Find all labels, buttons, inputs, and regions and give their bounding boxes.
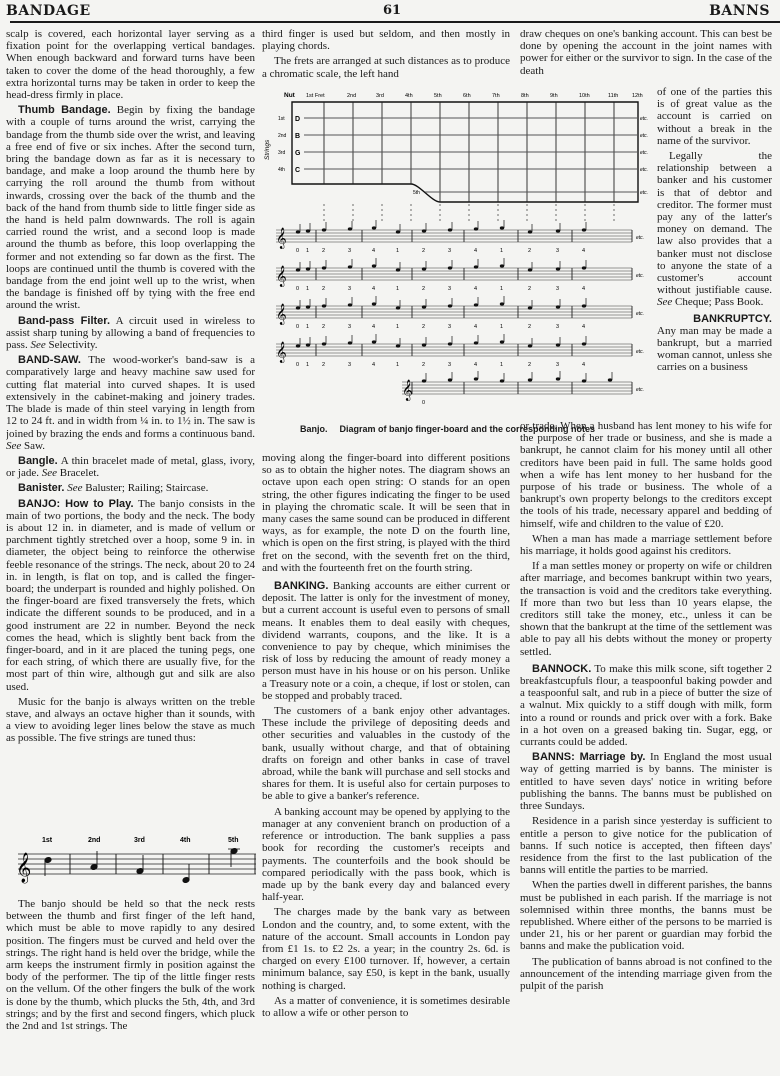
etc-label: etc.: [636, 273, 645, 279]
entry-text: The wood-worker's band-saw is a comparatively large and heavy machine saw used for cutting flat material into curved shapes. It is used extensively in the cabinet-making and joinery trades. The blade is made of thin steel varying in length from 12 to 24 ft. and in width from ¼ in. to 1½ in. The saw is joined by brazing the ends and forms a continuous band.: [6, 354, 255, 440]
note-head: [474, 341, 478, 344]
fingering-number: 3: [556, 248, 560, 254]
treble-clef-icon: 𝄞: [276, 342, 287, 362]
entry-text: Begin by fixing the bandage with a couple of turns around the wrist, carrying the bandage from the thumb side over the wrist, and leaving a free end of five or six inches. After the second turn, bring the bandage down as far as it is necessary to bandage, and make a loop around the thumb here by carrying the roll around the thumb from without inwards, crossing over the back of the thumb and the back of the hand from thumb side to little finger side as the hand is held palm downwards. The roll is again carried round the wrist, and a second loop is made around the thumb as before, this loop overlapping the former and not extending so far down as the first. The loops are continued until the thumb is covered with the bandage from the end joint well up to the wrist, when the bandage is finished off by tying with the free end around the wrist.: [6, 104, 255, 312]
paragraph-bankruptcy: Any man may be made a bankrupt, but a married woman cannot, unless she carries on a business: [657, 324, 772, 374]
note-head: [608, 378, 612, 381]
note-head: [396, 268, 400, 271]
fingering-number: 1: [396, 286, 400, 292]
entry-banking: [262, 580, 510, 702]
fingering-number: 2: [322, 286, 326, 292]
fingering-number: 3: [556, 362, 560, 368]
string-number: 3rd: [278, 150, 286, 156]
column-2-top: [262, 28, 510, 84]
treble-clef-icon: 𝄞: [276, 266, 287, 286]
note-head: [448, 378, 452, 381]
treble-clef-icon: 𝄞: [276, 228, 287, 248]
fret-label: 8th: [521, 93, 529, 99]
fingering-number: 2: [422, 248, 426, 254]
entry-text: To make this milk scone, sift together 2 breakfastcupfuls flour, a teaspoonful baking powder and a teaspoonful salt, and rub in a piece of butter the size of a walnut. Mix quickly to a stiff dough with milk, form into a round or rounds and prick over with a fork. Bake in a hot oven on a greased baking tin. Sugar, egg, or currants could be added.: [520, 662, 772, 749]
fingering-number: 2: [422, 286, 426, 292]
paragraph-draw-cheques: draw cheques on one's banking account. This can best be done by opening the account in the joint names with power for either or the survivor to sign. In the case of the death: [520, 28, 772, 77]
note-head: [500, 264, 504, 267]
tuning-label: 4th: [180, 837, 191, 844]
fingering-number: 3: [448, 248, 452, 254]
headword-banister: Banister.: [18, 482, 65, 495]
header-rule: [10, 21, 780, 23]
etc-label: etc.: [636, 235, 645, 241]
note-head: [372, 264, 376, 267]
fingering-number: 2: [322, 324, 326, 330]
string-note: C: [295, 167, 301, 174]
paragraph-convenience: As a matter of convenience, it is sometimes desirable to allow a wife or other person to: [262, 994, 510, 1019]
string-note: G: [295, 150, 301, 157]
note-head: [322, 228, 326, 231]
fingering-number: 3: [348, 362, 352, 368]
string-number: 1st: [278, 116, 285, 122]
note-head: [474, 377, 478, 380]
note-head: [348, 303, 352, 306]
string-number: 2nd: [278, 133, 287, 139]
etc-label: etc.: [640, 150, 649, 156]
note-head: [582, 266, 586, 269]
note-head: [474, 303, 478, 306]
fingering-number: 2: [528, 248, 532, 254]
see-label: See: [30, 339, 46, 352]
note-head: [474, 265, 478, 268]
paragraph-settles: If a man settles money or property on wife or children after marriage, and becomes bankrupt within two years, the transaction is void and the creditors take everything. If more than two but less than 10 years elapse, the creditors still take the money, etc., unless it can be shown that the bankrupt at the time of the settlement was able to pay all his debts without the money or property settled.: [520, 560, 772, 658]
note-head: [372, 340, 376, 343]
etc-label: etc.: [640, 133, 649, 139]
cross-reference: Baluster; Railing; Staircase.: [85, 482, 209, 495]
note-head: [422, 379, 426, 382]
note-head: [348, 227, 352, 230]
headword-bankruptcy: BANKRUPTCY.: [693, 312, 772, 325]
column-3-bottom: [520, 420, 772, 1074]
headword-banjo: BANJO: How to Play.: [18, 497, 134, 510]
note-head: [582, 304, 586, 307]
string-number: 5th: [413, 190, 420, 196]
note-head: [500, 340, 504, 343]
headword-band-saw: BAND-SAW.: [18, 354, 81, 367]
fret-label: 4th: [405, 93, 413, 99]
note-head: [556, 343, 560, 346]
headword-banns: BANNS: Marriage by.: [532, 751, 646, 764]
note-head: [448, 304, 452, 307]
fingering-number: 0: [296, 248, 300, 254]
note-head: [528, 344, 532, 347]
entry-thumb-bandage: [6, 104, 255, 311]
column-1-continued: [6, 898, 255, 1073]
note-head: [556, 377, 560, 380]
entry-text: Banking accounts are either current or deposit. The latter is only for the investment of money, but a current account is useful even to persons of small means. It enables them to deal easily with cheques, dividend warrants, coupons, and the like. It is a convenience to pay by cheque, which minimises the risk of loss by reducing the amount of ready money a person must have in his house or on his person. Unlike a Treasury note or a coin, a cheque, if lost or stolen, can be stopped and probably traced.: [262, 580, 510, 702]
note-head: [322, 342, 326, 345]
fingering-number: 2: [422, 324, 426, 330]
note-head: [582, 228, 586, 231]
fingering-number: 2: [422, 362, 426, 368]
cross-reference: Selectivity.: [48, 339, 98, 352]
entry-text: The banjo consists in the main of two portions, the body and the neck. The body is about 12 in. in diameter, and is made of vellum or parchment tightly stretched over a hoop, some 9 in. in diameter, the object being to reinforce the otherwise feeble resonance of the strings. The neck, about 20 to 24 in. in length, is flat on top, and is called the finger-board; the underpart is rounded and highly polished. On the finger-board are fixed transversely the frets, which indicate the different sounds to be produced, and in a good instrument are 22 in number. Beyond the neck comes the head, which is slightly bent back from the finger-board, and in it are placed the tuning pegs, one for each string, of which there are usually five, for the most part of thin wire, although gut and silk are also used.: [6, 497, 255, 693]
fingering-number: 3: [348, 248, 352, 254]
fingering-number: 1: [500, 324, 504, 330]
fingering-number: 4: [372, 324, 376, 330]
paragraph-bankruptcy-continued: or trade. When a husband has lent money to his wife for the purpose of her trade or business, and she is made a bankrupt, he cannot claim for his money until all other creditors have been paid in full. The same holds good when a wife has lent money to her husband for the purpose of his trade or business. The whole of a bankrupt's own property belongs to the creditors except the tools of his trade, necessary apparel and bedding of himself, wife and children to the value of £20.: [520, 420, 772, 530]
fingering-number: 2: [528, 324, 532, 330]
paragraph-residence: Residence in a parish since yesterday is sufficient to entitle a person to give notice for the publication of banns. If such notice is accepted, then fifteen days' residence from the first to the last publication of the banns will entitle the parties to be married.: [520, 815, 772, 877]
entry-text: A thin bracelet made of metal, glass, ivory, or jade.: [6, 454, 255, 480]
note-head: [372, 226, 376, 229]
note-head: [500, 302, 504, 305]
paragraph-frets: The frets are arranged at such distances as to produce a chromatic scale, the left hand: [262, 55, 510, 80]
fret-label: 5th: [434, 93, 442, 99]
note-head: [422, 229, 426, 232]
string-number: 4th: [278, 167, 285, 173]
fingering-number: 0: [296, 324, 300, 330]
entry-banister: [6, 482, 255, 494]
string-note: D: [295, 116, 301, 123]
cross-reference: Cheque; Pass Book.: [675, 296, 764, 309]
headword-thumb-bandage: Thumb Bandage.: [18, 104, 111, 117]
headword-band-pass-filter: Band-pass Filter.: [18, 314, 111, 327]
fingering-number: 0: [296, 286, 300, 292]
note-head: [296, 306, 300, 309]
paragraph-legally: [657, 150, 772, 309]
entry-bangle: [6, 455, 255, 479]
note-head: [582, 379, 586, 382]
entry-text: Legally the relationship between a banker and his customer is that of debtor and creditor. The former must pay any of the latter's money on demand. The law also provides that a banker must not disclose to anyone the state of a customer's account without justifiable cause.: [657, 150, 772, 297]
fret-label: 12th: [632, 93, 643, 99]
tuning-label: 5th: [228, 837, 239, 844]
note-head: [296, 344, 300, 347]
fingering-number: 4: [582, 362, 586, 368]
entry-text: In England the most usual way of getting married is by banns. The minister is entitled to have seven days' notice in writing before publishing the banns. The banns must be published on three Sundays.: [520, 751, 772, 813]
note-head: [322, 266, 326, 269]
headword-bannock: BANNOCK.: [532, 662, 592, 675]
note-head: [296, 230, 300, 233]
note-head: [396, 344, 400, 347]
note-head: [306, 343, 310, 346]
fingering-number: 2: [322, 248, 326, 254]
note-head: [556, 267, 560, 270]
fingering-number: 4: [372, 362, 376, 368]
strings-label: Strings: [264, 139, 271, 160]
note-head: [500, 226, 504, 229]
fingering-number: 1: [396, 248, 400, 254]
fingering-number: 4: [474, 324, 478, 330]
banjo-fingerboard-diagram: [262, 88, 652, 420]
entry-banns: [520, 751, 772, 812]
fingering-number: 4: [372, 248, 376, 254]
fingering-number: 1: [396, 324, 400, 330]
note-head: [474, 227, 478, 230]
entry-text: A circuit used in wireless to assist sharp tuning by allowing a band of frequencies to pass.: [6, 314, 255, 352]
running-header: [0, 3, 780, 21]
note-head: [582, 342, 586, 345]
fret-label: 2nd: [347, 93, 357, 99]
fingering-number: 1: [306, 324, 310, 330]
fingering-number: 1: [306, 248, 310, 254]
column-1: [6, 28, 255, 828]
tuning-staff-figure: [8, 832, 256, 894]
note-head: [528, 268, 532, 271]
see-label: See: [6, 439, 22, 452]
tuning-label: 1st: [42, 837, 53, 844]
paragraph-death: of one of the parties this is of great value as the account is carried on without a break in the name of the survivor.: [657, 86, 772, 147]
note-head: [528, 378, 532, 381]
entry-band-pass-filter: [6, 315, 255, 352]
fingering-number: 3: [348, 286, 352, 292]
note-head: [528, 230, 532, 233]
fingering-number: 4: [474, 286, 478, 292]
note-head: [556, 305, 560, 308]
paragraph-settlement: When a man has made a marriage settlement before his marriage, it holds good against his creditors.: [520, 532, 772, 558]
entry-band-saw: [6, 354, 255, 452]
fingering-number: 4: [474, 362, 478, 368]
fingering-number: 1: [500, 248, 504, 254]
fingering-number: 2: [528, 362, 532, 368]
paragraph-opened: A banking account may be opened by applying to the manager at any convenient branch on production of a reference or introduction. The bank supplies a pass book for recording the customer's receipts and payments. The counterfoils and the book should be compared periodically with the pass book, which is made up by the bank every day and balanced every half-year.: [262, 805, 510, 904]
fingering-number: 4: [372, 286, 376, 292]
note-head: [422, 267, 426, 270]
entry-banjo: [6, 498, 255, 693]
fret-label: 11th: [608, 93, 619, 99]
paragraph-moving: moving along the finger-board into different positions so as to obtain the higher notes. The diagram shows an octave upon each open string: O stands for an open string, the other figures indicating the finger to be used in playing the chromatic scale. It will be seen that in many cases the same sound can be produced in different ways, as for example, the note D on the fourth line, which is open on the first string, is played with the third fret on the second, with the seventh fret on the third, and with the fourteenth fret on the fourth string.: [262, 452, 510, 574]
etc-label: etc.: [636, 311, 645, 317]
entry-bankruptcy-head: [657, 313, 772, 325]
fingering-number: 1: [396, 362, 400, 368]
fingering-number: 3: [448, 286, 452, 292]
note-head: [306, 229, 310, 232]
fret-label: 9th: [550, 93, 558, 99]
fret-label: 1st Fret: [306, 93, 325, 99]
note-head: [396, 306, 400, 309]
see-label: See: [41, 467, 57, 480]
fret-label: 10th: [579, 93, 590, 99]
treble-clef-icon: 𝄞: [16, 852, 32, 882]
note-head: [556, 229, 560, 232]
see-label: See: [657, 296, 673, 309]
cross-reference: Bracelet.: [59, 467, 100, 480]
tuning-label: 3rd: [134, 837, 145, 844]
note-head: [422, 343, 426, 346]
note-head: [500, 379, 504, 382]
paragraph-music: Music for the banjo is always written on the treble stave, and always an octave higher than it sounds, with a view to avoiding leger lines below the stave as much as possible. The five strings are tuned thus:: [6, 695, 255, 745]
column-3-narrow: [657, 86, 772, 416]
etc-label: etc.: [640, 167, 649, 173]
string-note: B: [295, 133, 301, 140]
paragraph-charges: The charges made by the bank vary as between London and the country, and, to some extent, with the nature of the account. Small accounts in London pay from £1 1s. to £2 2s. a year; in the country 2s. 6d. is charged on every £100 turnover. If, however, a certain minimum balance, say £50, is kept in the bank, usually nothing is charged.: [262, 906, 510, 992]
fingering-number: 0: [296, 362, 300, 368]
fingering-number: 3: [556, 324, 560, 330]
tuning-label: 2nd: [88, 837, 101, 844]
note-head: [306, 305, 310, 308]
fret-label: 6th: [463, 93, 471, 99]
nut-label: Nut: [284, 92, 295, 99]
fingering-number: 4: [582, 324, 586, 330]
column-2-bottom: [262, 452, 510, 1074]
headword-banking: BANKING.: [274, 580, 329, 593]
note-head: [528, 306, 532, 309]
note-head: [348, 265, 352, 268]
entry-bannock: [520, 663, 772, 748]
treble-clef-icon: 𝄞: [276, 304, 287, 324]
left-guide-word: BANDAGE: [6, 3, 91, 19]
note-head: [322, 304, 326, 307]
fingering-number: 4: [582, 286, 586, 292]
fingering-number: 1: [306, 362, 310, 368]
fingering-number: 1: [500, 286, 504, 292]
etc-label: etc.: [640, 116, 649, 122]
fret-label: 7th: [492, 93, 500, 99]
note-head: [396, 230, 400, 233]
caption-label: Banjo.: [300, 424, 328, 434]
fret-label: 3rd: [376, 93, 384, 99]
etc-label: etc.: [636, 387, 645, 393]
fingering-number: 1: [306, 286, 310, 292]
fingering-number: 4: [474, 248, 478, 254]
fingering-number: 4: [582, 248, 586, 254]
fingering-number: 3: [448, 362, 452, 368]
paragraph-holding: The banjo should be held so that the neck rests between the thumb and first finger of the left hand, which must be able to move rapidly to any desired position. The fingers must be curved and held over the strings. The right hand is held over the bridge, while the arm keeps the instrument firmly in position against the body of the performer. The tip of the little finger rests on the vellum. Of the other fingers the bulk of the work is done by the thumb, which plucks the 5th, 4th, and 3rd strings; and by the first and second fingers, which pluck the 2nd and 1st strings. The: [6, 898, 255, 1033]
treble-clef-icon: 𝄞: [402, 380, 413, 400]
paragraph-abroad: The publication of banns abroad is not confined to the announcement of the intending marriage given from the pulpit of the parish: [520, 955, 772, 992]
note-head: [296, 268, 300, 271]
caption-text: Diagram of banjo finger-board and the corresponding notes: [339, 424, 596, 434]
right-guide-word: BANNS: [709, 3, 770, 19]
paragraph-third-finger: third finger is used but seldom, and then mostly in playing chords.: [262, 28, 510, 53]
note-head: [348, 341, 352, 344]
column-3-top: [520, 28, 772, 84]
note-head: [372, 302, 376, 305]
cross-reference: Saw.: [24, 439, 45, 452]
fingering-number: 3: [556, 286, 560, 292]
fingering-number: 2: [528, 286, 532, 292]
note-head: [448, 342, 452, 345]
fingering-number: 3: [348, 324, 352, 330]
fingering-number: 2: [322, 362, 326, 368]
note-head: [448, 228, 452, 231]
fingering-number: 3: [448, 324, 452, 330]
fingering-number: 1: [500, 362, 504, 368]
paragraph-parishes: When the parties dwell in different parishes, the banns must be published in each parish. If the marriage is not solemnised within three months, the banns must be republished. Where either of the persons to be married is under 21, his or her parent or guardian may forbid the banns and make the publication void.: [520, 879, 772, 953]
headword-bangle: Bangle.: [18, 454, 58, 467]
paragraph-customers: The customers of a bank enjoy other advantages. These include the privilege of depositing deeds and other securities and valuables in the custody of the bank, usually without charge, and that of obtaining drafts on foreign and other banks in case of travel abroad, while the bank will purchase and sell stocks and shares for them. It is useful also for certain purposes to be able to give a banker's reference.: [262, 705, 510, 803]
see-label: See: [67, 482, 83, 495]
note-head: [448, 266, 452, 269]
note-head: [422, 305, 426, 308]
page-number: 61: [383, 3, 402, 18]
fingering-number: 0: [422, 400, 426, 406]
etc-label: etc.: [636, 349, 645, 355]
note-head: [306, 267, 310, 270]
etc-label: etc.: [640, 190, 649, 196]
paragraph-scalp: scalp is covered, each horizontal layer serving as a fixation point for the overlapping vertical bandages. When enough backward and forward turns have been taken to cover the dome of the head thoroughly, a few extra horizontal turns may be taken in order to keep the head-dress firmly in place.: [6, 28, 255, 102]
